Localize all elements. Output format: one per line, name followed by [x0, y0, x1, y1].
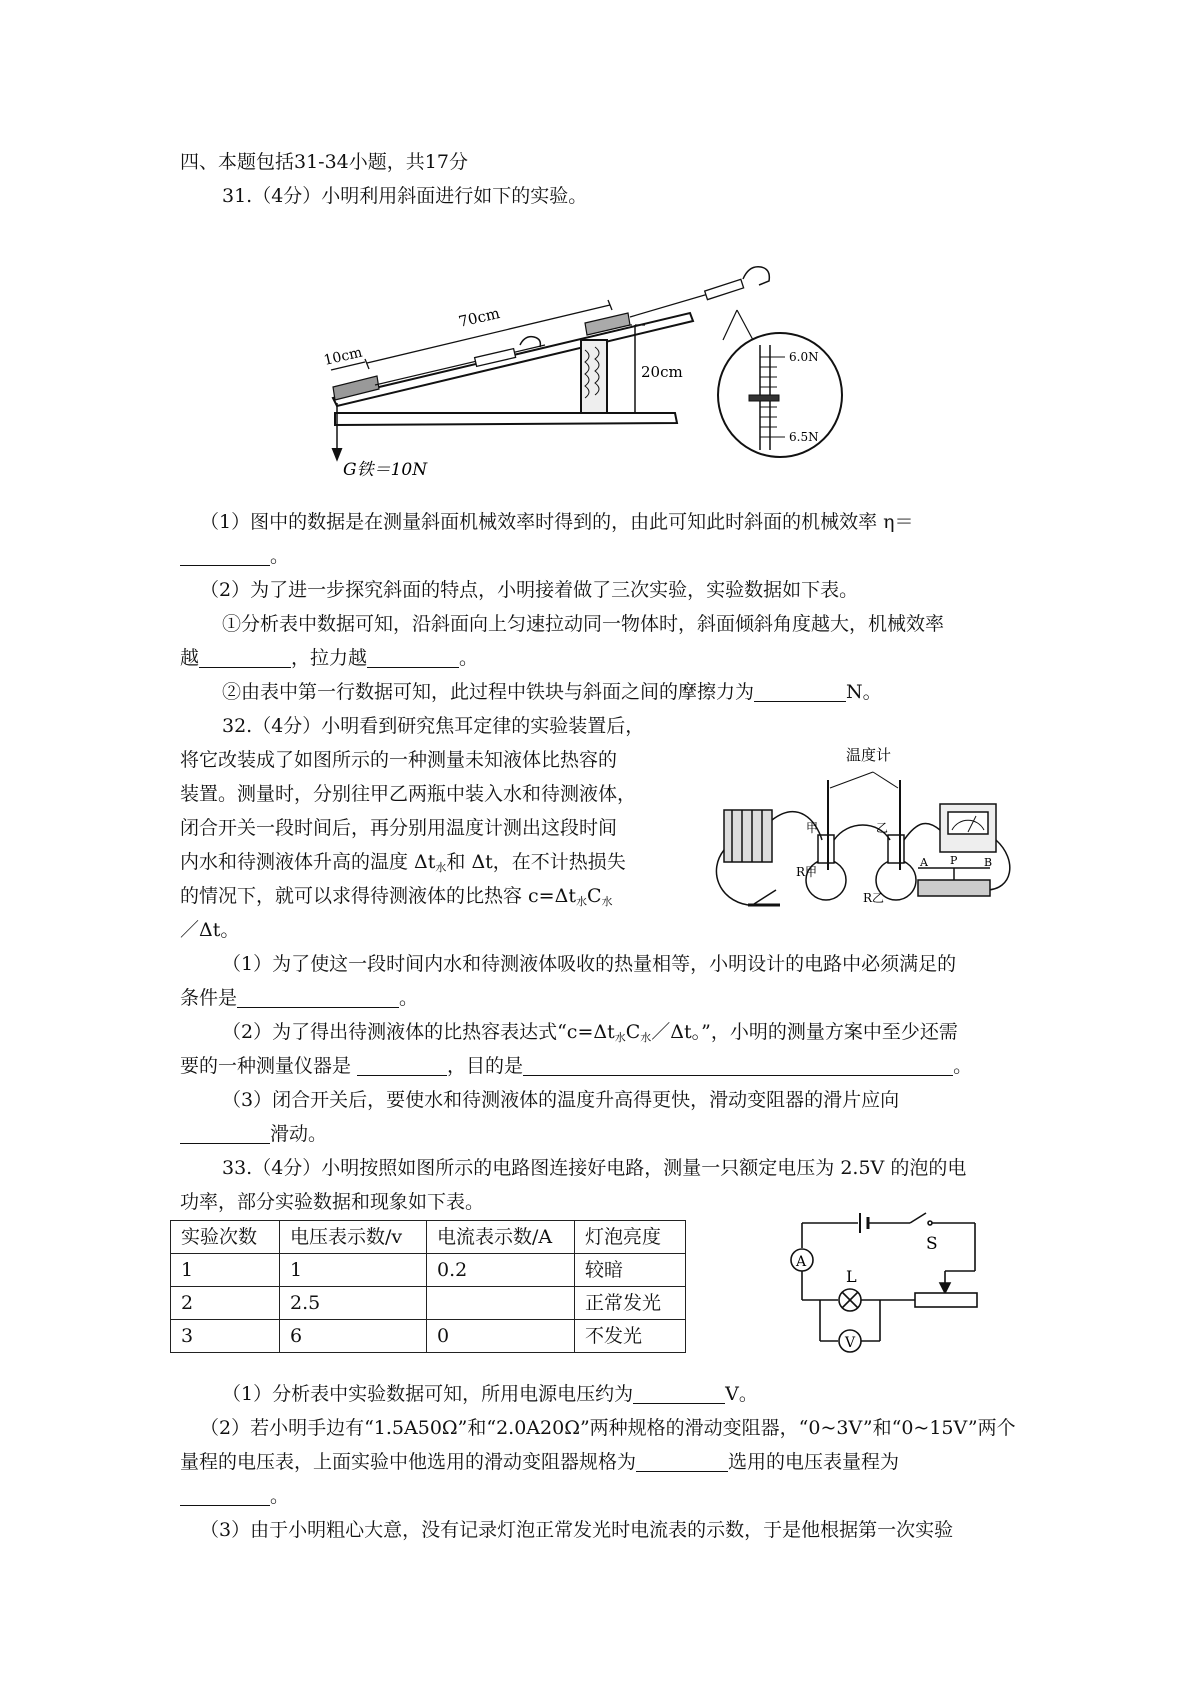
- table-header: 灯泡亮度: [575, 1221, 686, 1254]
- label-thermometer: 温度计: [846, 747, 892, 764]
- table-cell: [427, 1287, 575, 1320]
- table-cell: 1: [280, 1254, 427, 1287]
- label-switch: S: [926, 1234, 938, 1254]
- voltmeter-icon: V: [845, 1335, 856, 1351]
- specific-heat-figure: [718, 740, 1018, 910]
- table-cell: 2: [171, 1287, 280, 1320]
- table-cell: 6: [280, 1320, 427, 1353]
- table-cell: 3: [171, 1320, 280, 1353]
- blank-voltmeter-range[interactable]: [180, 1483, 270, 1506]
- q31-part1-answer: 。: [180, 540, 289, 573]
- table-header: 实验次数: [171, 1221, 280, 1254]
- blank-force-trend[interactable]: [367, 645, 459, 668]
- q32-sub2-answer: 要的一种测量仪器是 ，目的是 。: [180, 1055, 973, 1077]
- table-header-row: [171, 1221, 686, 1254]
- label-jia: 甲: [806, 821, 819, 835]
- table-cell: 正常发光: [575, 1287, 686, 1320]
- blank-condition[interactable]: [237, 985, 399, 1008]
- q31-heading: 31.（4分）小明利用斜面进行如下的实验。: [222, 185, 588, 207]
- q32-sub1-answer: 条件是 。: [180, 987, 419, 1009]
- q33-sub1: （1）分析表中实验数据可知，所用电源电压约为 V。: [222, 1383, 758, 1405]
- q32-line7: ／Δt。: [180, 919, 240, 941]
- table-cell: 2.5: [280, 1287, 427, 1320]
- label-p: P: [950, 854, 958, 867]
- label-a: A: [920, 856, 928, 869]
- label-weight: G铁＝10N: [343, 460, 428, 480]
- label-yi: 乙: [876, 821, 889, 835]
- blank-instrument[interactable]: [357, 1053, 447, 1076]
- table-row: [171, 1320, 686, 1353]
- q33-sub2-line3: 。: [180, 1480, 289, 1513]
- label-lamp: L: [846, 1267, 857, 1286]
- q32-line3: 装置。测量时，分别往甲乙两瓶中装入水和待测液体，: [180, 783, 637, 805]
- blank-voltage[interactable]: [633, 1381, 725, 1404]
- table-row: [171, 1254, 686, 1287]
- table-cell: 0.2: [427, 1254, 575, 1287]
- incline-figure: [322, 245, 905, 480]
- q33-sub3: （3）由于小明粗心大意，没有记录灯泡正常发光时电流表的示数，于是他根据第一次实验: [200, 1519, 954, 1541]
- table-cell: 1: [171, 1254, 280, 1287]
- table-cell: 较暗: [575, 1254, 686, 1287]
- section-title: 四、本题包括31-34小题，共17分: [180, 151, 468, 173]
- data-table: [170, 1220, 686, 1353]
- blank-efficiency-trend[interactable]: [199, 645, 291, 668]
- q32-sub3: （3）闭合开关后，要使水和待测液体的温度升高得更快，滑动变阻器的滑片应向: [222, 1089, 900, 1111]
- blank-slider-direction[interactable]: [180, 1121, 270, 1144]
- label-20cm: 20cm: [641, 363, 683, 381]
- q33-line2: 功率，部分实验数据和现象如下表。: [180, 1191, 485, 1213]
- q31-part2: （2）为了进一步探究斜面的特点，小明接着做了三次实验，实验数据如下表。: [200, 579, 859, 601]
- q31-part2-1: ①分析表中数据可知，沿斜面向上匀速拉动同一物体时，斜面倾斜角度越大，机械效率: [222, 613, 945, 635]
- blank-rheostat-spec[interactable]: [636, 1449, 728, 1472]
- circuit-figure: [780, 1193, 990, 1368]
- blank-purpose[interactable]: [523, 1053, 953, 1076]
- q33-sub2-line2: 量程的电压表，上面实验中他选用的滑动变阻器规格为 选用的电压表量程为: [180, 1451, 900, 1473]
- q32-sub1: （1）为了使这一段时间内水和待测液体吸收的热量相等，小明设计的电路中必须满足的: [222, 953, 957, 975]
- q32-line1: 32.（4分）小明看到研究焦耳定律的实验装置后，: [222, 715, 645, 737]
- q32-line6: 的情况下，就可以求得待测液体的比热容 $c=\Delta t_水C_水$: [180, 885, 613, 908]
- q33-line1: 33.（4分）小明按照如图所示的电路图连接好电路，测量一只额定电压为 2.5V 的泡的电: [222, 1157, 967, 1179]
- label-10cm: 10cm: [322, 344, 364, 369]
- label-65n: 6.5N: [789, 430, 819, 444]
- q33-sub2: （2）若小明手边有“1.5A50Ω”和“2.0A20Ω”两种规格的滑动变阻器，“0~3V”和“0~15V”两个: [200, 1417, 1016, 1439]
- table-header: 电压表示数/v: [280, 1221, 427, 1254]
- label-b: B: [984, 856, 993, 869]
- table-cell: 0: [427, 1320, 575, 1353]
- blank-efficiency[interactable]: [180, 543, 270, 566]
- label-6n: 6.0N: [789, 350, 819, 364]
- label-ryi: R乙: [863, 891, 885, 905]
- q32-line4: 闭合开关一段时间后，再分别用温度计测出这段时间: [180, 817, 618, 839]
- label-70cm: 70cm: [456, 303, 502, 331]
- label-rjia: R甲: [796, 865, 818, 879]
- ammeter-icon: A: [796, 1254, 807, 1270]
- table-row: [171, 1287, 686, 1320]
- table-header: 电流表示数/A: [427, 1221, 575, 1254]
- q32-sub2: （2）为了得出待测液体的比热容表达式“$c=\Delta t_水C_水/\Delta t$。”，小明的测量方案中至少还需: [222, 1021, 958, 1044]
- q31-part2-2: ②由表中第一行数据可知，此过程中铁块与斜面之间的摩擦力为 N。: [222, 681, 882, 703]
- q32-sub3-answer: 滑动。: [180, 1118, 327, 1151]
- blank-friction[interactable]: [754, 679, 846, 702]
- table-cell: 不发光: [575, 1320, 686, 1353]
- q32-line5: 内水和待测液体升高的温度 $\Delta t_水$和 Δt，在不计热损失: [180, 851, 626, 874]
- q31-part2-1-answers: 越 ，拉力越 。: [180, 647, 479, 669]
- q31-part1: （1）图中的数据是在测量斜面机械效率时得到的，由此可知此时斜面的机械效率 η＝: [200, 511, 914, 533]
- q32-line2: 将它改装成了如图所示的一种测量未知液体比热容的: [180, 749, 618, 771]
